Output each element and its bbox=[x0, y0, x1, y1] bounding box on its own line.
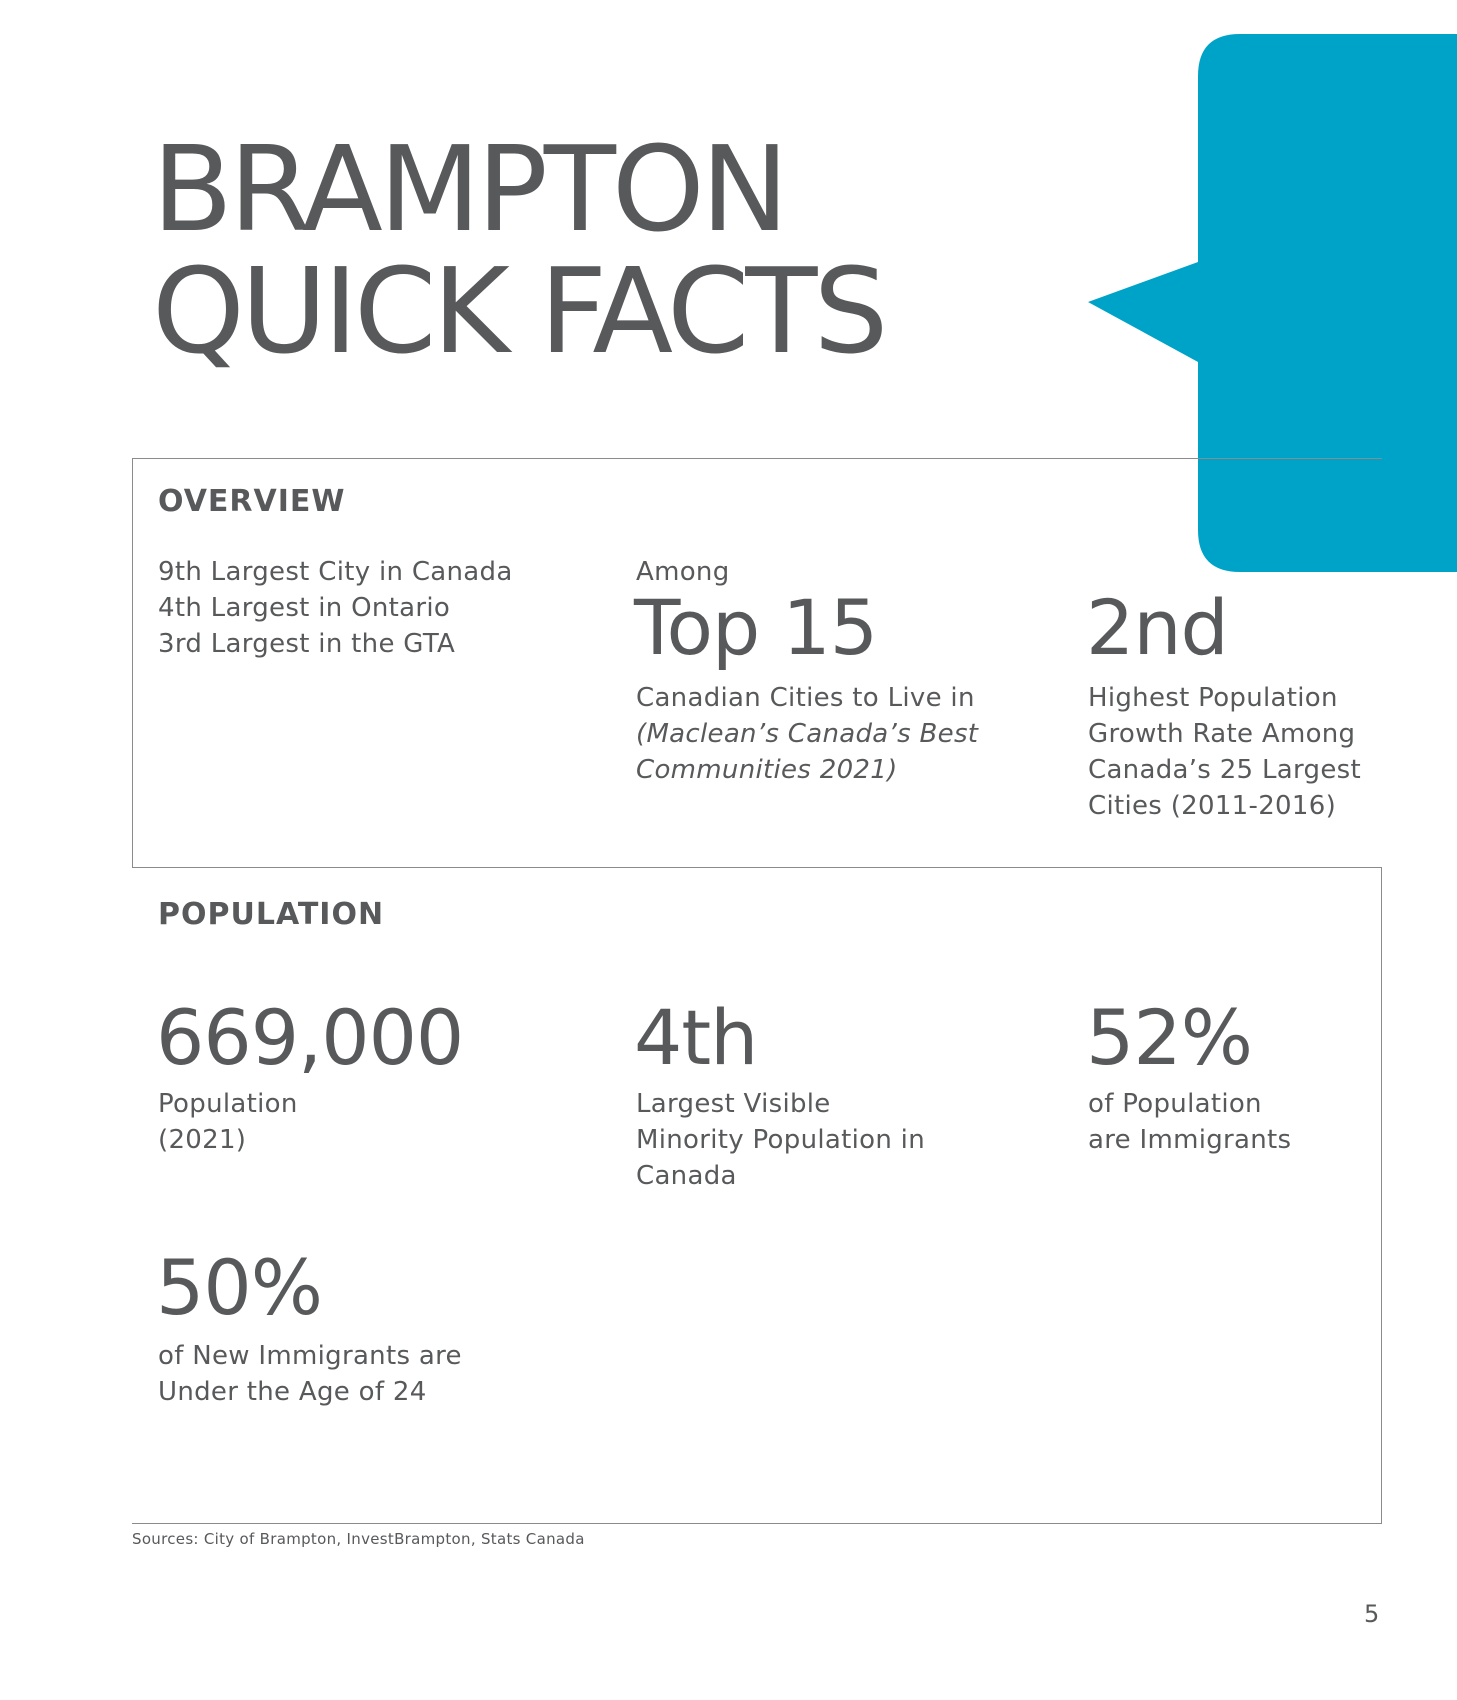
top15-prefix: Among bbox=[636, 557, 730, 587]
section-divider-rule bbox=[132, 867, 1382, 868]
growth-desc-line: Canada’s 25 Largest bbox=[1088, 755, 1361, 785]
stat-desc-line: Largest Visible bbox=[636, 1089, 831, 1119]
title-line-1: BRAMPTON bbox=[152, 120, 786, 258]
stat-desc-line: Canada bbox=[636, 1161, 737, 1191]
ranking-item: 9th Largest City in Canada bbox=[158, 557, 513, 587]
overview-heading: OVERVIEW bbox=[158, 484, 346, 519]
population-heading: POPULATION bbox=[158, 897, 385, 932]
young-immigrant-percent-value: 50% bbox=[156, 1243, 322, 1332]
top15-value: Top 15 bbox=[634, 583, 878, 672]
top15-desc-line: Canadian Cities to Live in bbox=[636, 683, 975, 713]
stat-desc-line: Minority Population in bbox=[636, 1125, 925, 1155]
growth-rank-value: 2nd bbox=[1086, 583, 1228, 672]
page-number: 5 bbox=[1364, 1600, 1380, 1628]
visible-minority-rank-value: 4th bbox=[634, 993, 758, 1082]
growth-description bbox=[1088, 680, 1388, 824]
overview-top-rule bbox=[132, 458, 1382, 459]
visible-minority-description bbox=[636, 1086, 1036, 1194]
stat-desc-line: are Immigrants bbox=[1088, 1125, 1292, 1155]
stat-desc-line: (2021) bbox=[158, 1125, 247, 1155]
stat-desc-line: of New Immigrants are bbox=[158, 1341, 462, 1371]
immigrant-percent-value: 52% bbox=[1086, 993, 1252, 1082]
top15-source-line: Communities 2021) bbox=[636, 755, 898, 785]
top15-description bbox=[636, 680, 1036, 788]
immigrant-percent-description bbox=[1088, 1086, 1378, 1158]
growth-desc-line: Growth Rate Among bbox=[1088, 719, 1356, 749]
growth-desc-line: Highest Population bbox=[1088, 683, 1338, 713]
population-right-rule bbox=[1381, 867, 1382, 1524]
stat-desc-line: Population bbox=[158, 1089, 298, 1119]
population-description bbox=[158, 1086, 538, 1158]
ranking-item: 4th Largest in Ontario bbox=[158, 593, 451, 623]
population-value: 669,000 bbox=[156, 993, 464, 1082]
population-bottom-rule bbox=[132, 1523, 1382, 1524]
title-line-2: QUICK FACTS bbox=[152, 242, 885, 380]
ranking-item: 3rd Largest in the GTA bbox=[158, 629, 456, 659]
stat-desc-line: of Population bbox=[1088, 1089, 1262, 1119]
city-rankings bbox=[158, 554, 578, 662]
growth-desc-line: Cities (2011-2016) bbox=[1088, 791, 1337, 821]
young-immigrant-description bbox=[158, 1338, 578, 1410]
overview-left-rule bbox=[132, 458, 133, 868]
sources-note: Sources: City of Brampton, InvestBrampton, Stats Canada bbox=[132, 1530, 585, 1548]
top15-source-line: (Maclean’s Canada’s Best bbox=[636, 719, 979, 749]
page-title bbox=[152, 120, 885, 380]
stat-desc-line: Under the Age of 24 bbox=[158, 1377, 427, 1407]
